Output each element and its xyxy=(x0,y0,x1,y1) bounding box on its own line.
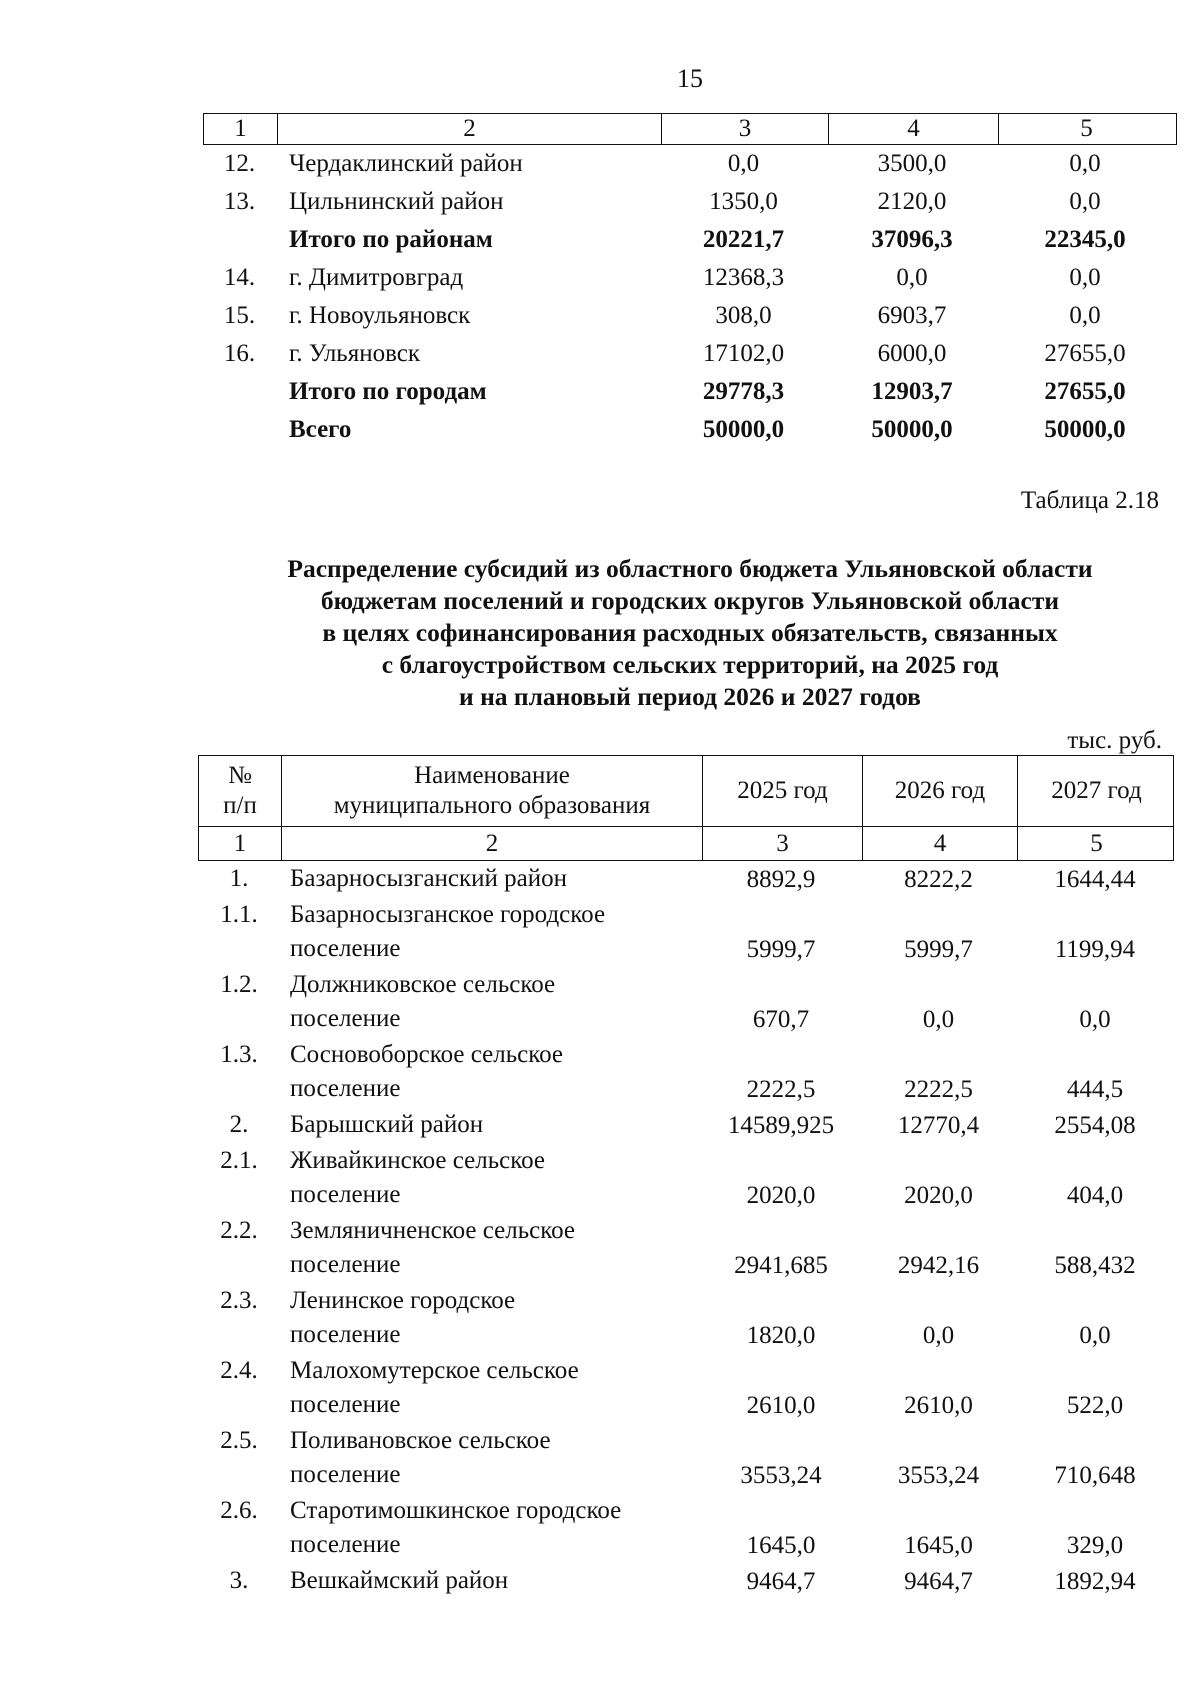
header-number-line2: п/п xyxy=(223,792,257,819)
row-name xyxy=(280,1284,701,1353)
table-header-row xyxy=(198,755,1174,827)
value-2025: 17102,0 xyxy=(702,340,785,367)
column-index: 3 xyxy=(661,114,828,144)
column-index: 1 xyxy=(233,830,247,857)
row-name xyxy=(280,1424,701,1493)
row-number: 2.6. xyxy=(220,1497,258,1524)
table-row xyxy=(203,183,1177,221)
value-2026: 37096,3 xyxy=(871,226,953,253)
row-name xyxy=(280,1214,701,1283)
table-row xyxy=(198,897,1174,967)
value-2027: 710,648 xyxy=(1054,1462,1136,1489)
row-number: 2.2. xyxy=(220,1217,258,1244)
value-2026: 2020,0 xyxy=(904,1182,973,1209)
value-2025: 20221,7 xyxy=(702,226,785,253)
row-name: г. Ульяновск xyxy=(289,340,420,367)
row-name-line1: Живайкинское сельское xyxy=(290,1147,546,1174)
value-2025: 14589,925 xyxy=(727,1112,835,1139)
value-2026: 2120,0 xyxy=(877,188,947,215)
value-2026: 50000,0 xyxy=(871,416,953,443)
value-2026: 12770,4 xyxy=(897,1112,980,1139)
row-name: г. Димитровград xyxy=(289,264,464,291)
column-index: 4 xyxy=(828,114,998,144)
table-row xyxy=(203,335,1177,373)
value-2027: 1199,94 xyxy=(1054,936,1136,963)
value-2025: 5999,7 xyxy=(746,936,816,963)
table-row xyxy=(203,297,1177,335)
title-line: и на плановый период 2026 и 2027 годов xyxy=(459,682,921,711)
row-name-line1: Земляничненское сельское xyxy=(290,1217,575,1244)
value-2026: 0,0 xyxy=(922,1322,955,1349)
row-number: 13. xyxy=(223,188,256,215)
row-name-line1: Должниковское сельское xyxy=(290,971,556,998)
value-2025: 2941,685 xyxy=(734,1252,828,1279)
value-2027: 1644,44 xyxy=(1054,866,1136,893)
row-name: Всего xyxy=(289,416,352,443)
value-2025: 0,0 xyxy=(727,150,760,177)
row-name-line1: Сосновоборское сельское xyxy=(290,1041,563,1068)
value-2026: 0,0 xyxy=(922,1006,955,1033)
column-index: 4 xyxy=(862,827,1017,860)
value-2027: 27655,0 xyxy=(1044,340,1126,367)
table-row xyxy=(198,1283,1174,1353)
value-2026: 3553,24 xyxy=(897,1462,980,1489)
row-name-line2: поселение xyxy=(290,1461,401,1488)
row-name xyxy=(280,862,701,897)
value-2027: 22345,0 xyxy=(1044,226,1126,253)
units-label: тыс. руб. xyxy=(1067,727,1162,754)
value-2027: 0,0 xyxy=(1079,1006,1111,1033)
row-name: Итого по районам xyxy=(289,226,493,253)
value-2026: 0,0 xyxy=(896,264,928,291)
table-row xyxy=(198,861,1174,897)
value-2027: 0,0 xyxy=(1069,264,1101,291)
value-2027: 329,0 xyxy=(1066,1532,1124,1559)
table-label: Таблица 2.18 xyxy=(1020,487,1159,514)
table-row xyxy=(203,259,1177,297)
row-name-line2: поселение xyxy=(290,1075,401,1102)
value-2026: 5999,7 xyxy=(904,936,973,963)
value-2026: 3500,0 xyxy=(877,150,947,177)
value-2025: 3553,24 xyxy=(740,1462,822,1489)
value-2025: 1645,0 xyxy=(746,1532,816,1559)
value-2027: 0,0 xyxy=(1069,188,1101,215)
row-name-line1: Малохомутерское сельское xyxy=(290,1357,579,1384)
row-name xyxy=(280,1354,701,1423)
row-name xyxy=(280,968,701,1037)
table-row xyxy=(198,1353,1174,1423)
column-index-row xyxy=(198,827,1174,861)
row-number: 1. xyxy=(229,865,249,892)
value-2025: 2020,0 xyxy=(746,1182,816,1209)
value-2025: 29778,3 xyxy=(702,378,785,405)
value-2027: 404,0 xyxy=(1066,1182,1124,1209)
total-row xyxy=(203,373,1177,411)
title-line: с благоустройством сельских территорий, на 2025 год xyxy=(381,650,999,679)
row-name: г. Новоульяновск xyxy=(289,302,471,329)
row-name-line1: Поливановское сельское xyxy=(290,1427,551,1454)
value-2025: 670,7 xyxy=(752,1006,810,1033)
value-2025: 50000,0 xyxy=(702,416,785,443)
column-index: 3 xyxy=(702,827,862,860)
table-row xyxy=(198,1493,1174,1563)
value-2027: 444,5 xyxy=(1066,1076,1124,1103)
row-name-line1: Базарносызганское городское xyxy=(290,901,606,928)
value-2026: 8222,2 xyxy=(904,866,973,893)
row-number: 3. xyxy=(229,1567,249,1594)
header-number-line1: № xyxy=(228,762,252,789)
row-number: 1.1. xyxy=(220,901,258,928)
header-2026: 2026 год xyxy=(862,756,1017,826)
value-2026: 2610,0 xyxy=(904,1392,973,1419)
header-2027: 2027 год xyxy=(1017,756,1175,826)
value-2026: 9464,7 xyxy=(904,1568,973,1595)
row-name xyxy=(280,1494,701,1563)
value-2026: 2942,16 xyxy=(897,1252,980,1279)
table-title xyxy=(200,553,1180,713)
row-number: 1.2. xyxy=(220,971,258,998)
row-name xyxy=(280,898,701,967)
row-name-line2: поселение xyxy=(290,1531,401,1558)
table-row xyxy=(198,1143,1174,1213)
value-2026: 6000,0 xyxy=(877,340,947,367)
value-2025: 12368,3 xyxy=(702,264,785,291)
header-name-line1: Наименование xyxy=(414,762,570,789)
value-2027: 0,0 xyxy=(1069,302,1101,329)
value-2026: 2222,5 xyxy=(904,1076,973,1103)
value-2027: 50000,0 xyxy=(1044,416,1126,443)
value-2027: 588,432 xyxy=(1054,1252,1136,1279)
row-name-line2: поселение xyxy=(290,935,401,962)
column-index: 2 xyxy=(277,114,661,144)
row-number: 16. xyxy=(223,340,256,367)
value-2025: 308,0 xyxy=(715,302,772,329)
row-name: Итого по городам xyxy=(289,378,487,405)
value-2025: 1820,0 xyxy=(746,1322,816,1349)
row-name-line1: Вешкаймский район xyxy=(290,1567,509,1594)
column-index: 5 xyxy=(998,114,1174,144)
row-name-line1: Барышский район xyxy=(290,1111,484,1138)
table-row xyxy=(203,145,1177,183)
row-name-line2: поселение xyxy=(290,1391,401,1418)
value-2025: 9464,7 xyxy=(746,1568,816,1595)
page-number: 15 xyxy=(677,64,703,93)
value-2027: 0,0 xyxy=(1069,150,1101,177)
row-name-line2: поселение xyxy=(290,1251,401,1278)
header-2025: 2025 год xyxy=(702,756,862,826)
row-number: 1.3. xyxy=(220,1041,258,1068)
value-2027: 522,0 xyxy=(1066,1392,1124,1419)
value-2025: 1350,0 xyxy=(709,188,778,215)
row-name-line2: поселение xyxy=(290,1005,401,1032)
row-number xyxy=(203,411,276,449)
district-totals-table xyxy=(203,113,1177,449)
row-name-line2: поселение xyxy=(290,1321,401,1348)
table-row xyxy=(198,1213,1174,1283)
table-row xyxy=(198,1107,1174,1143)
value-2027: 2554,08 xyxy=(1054,1112,1136,1139)
header-number xyxy=(199,756,281,826)
table-row xyxy=(198,1423,1174,1493)
row-number xyxy=(203,221,276,259)
row-number: 12. xyxy=(223,150,256,177)
row-name-line1: Базарносызганский район xyxy=(290,865,568,892)
column-index: 5 xyxy=(1017,827,1175,860)
value-2027: 1892,94 xyxy=(1054,1568,1136,1595)
row-name xyxy=(280,1108,701,1143)
table-row xyxy=(198,1037,1174,1107)
value-2025: 2610,0 xyxy=(746,1392,816,1419)
row-number: 2.3. xyxy=(220,1287,258,1314)
row-number: 2. xyxy=(229,1111,249,1138)
row-number: 14. xyxy=(223,264,256,291)
table-row xyxy=(198,1563,1174,1599)
value-2025: 8892,9 xyxy=(746,866,816,893)
row-name xyxy=(280,1564,701,1599)
row-number: 2.4. xyxy=(220,1357,258,1384)
row-number: 15. xyxy=(223,302,256,329)
subsidy-distribution-table xyxy=(198,755,1174,1599)
row-name: Цильнинский район xyxy=(289,188,504,215)
header-name xyxy=(281,756,702,826)
row-name-line1: Ленинское городское xyxy=(290,1287,516,1314)
row-number: 2.5. xyxy=(220,1427,258,1454)
value-2026: 12903,7 xyxy=(871,378,953,405)
column-index: 2 xyxy=(281,827,702,860)
row-name xyxy=(280,1144,701,1213)
row-number: 2.1. xyxy=(220,1147,258,1174)
value-2026: 1645,0 xyxy=(904,1532,973,1559)
title-line: бюджетам поселений и городских округов Ульяновской области xyxy=(320,586,1060,615)
value-2026: 6903,7 xyxy=(877,302,947,329)
table-header-row xyxy=(203,113,1177,145)
total-row xyxy=(203,411,1177,449)
value-2027: 27655,0 xyxy=(1044,378,1126,405)
total-row xyxy=(203,221,1177,259)
row-name: Чердаклинский район xyxy=(289,150,523,177)
title-line: Распределение субсидий из областного бюджета Ульяновской области xyxy=(287,554,1093,583)
row-name-line1: Старотимошкинское городское xyxy=(290,1497,622,1524)
row-number xyxy=(203,373,276,411)
column-index: 1 xyxy=(234,115,247,142)
value-2027: 0,0 xyxy=(1079,1322,1111,1349)
table-body xyxy=(203,145,1177,449)
table-row xyxy=(198,967,1174,1037)
value-2025: 2222,5 xyxy=(746,1076,816,1103)
row-name xyxy=(280,1038,701,1107)
header-name-line2: муниципального образования xyxy=(333,792,651,819)
title-line: в целях софинансирования расходных обязательств, связанных xyxy=(322,618,1058,647)
row-name-line2: поселение xyxy=(290,1181,401,1208)
table-body xyxy=(198,861,1174,1599)
